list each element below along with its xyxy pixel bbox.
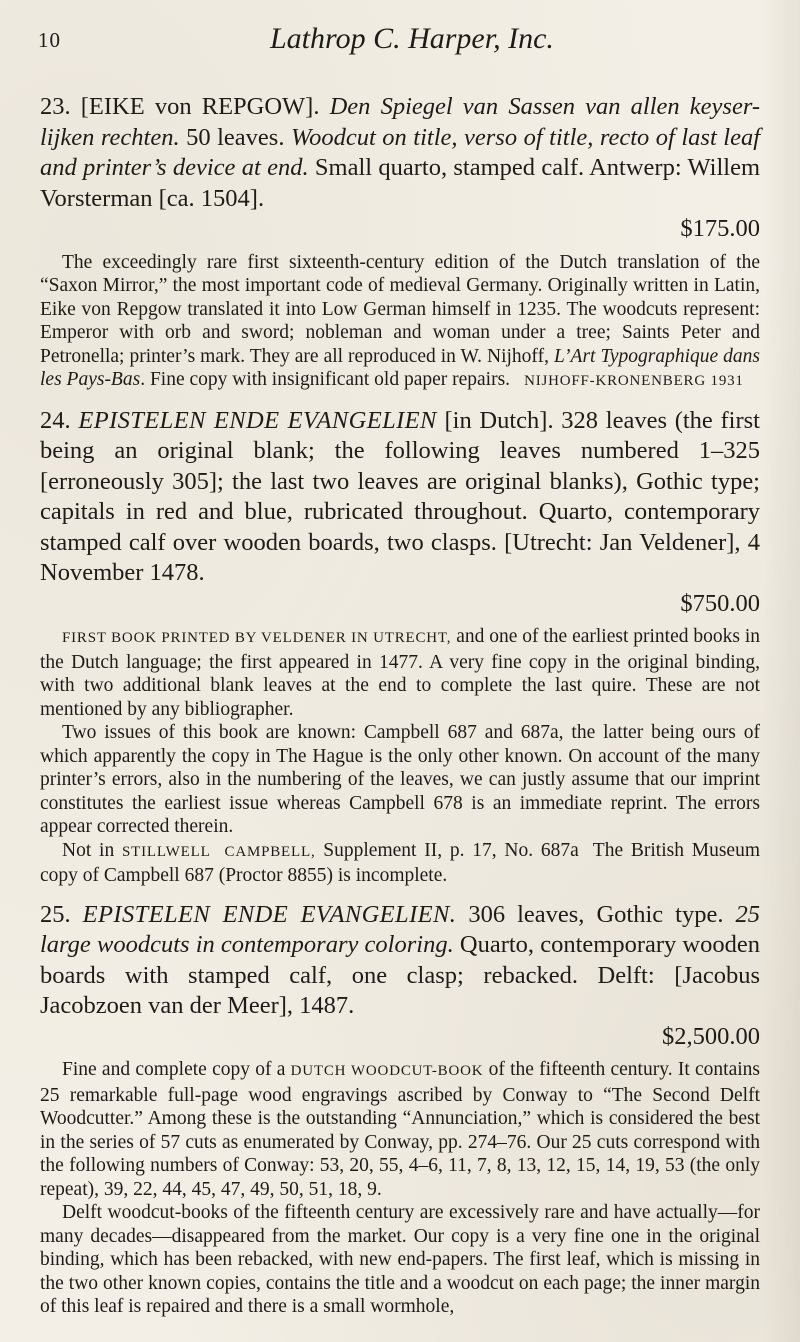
- note-text: of the fifteenth century. It contains 25 remarkable full-page wood engravings ascribed by Conway to “The Second Delft Woodcutter.” Among these is the outstanding “Annunciation,” which is considered the best in the series of 57 cuts as enumerated by Conway, pp. 274–76. Our 25 cuts correspond with the following numbers of Conway: 53, 20, 55, 4–6, 11, 7, 8, 13, 12, 15, 14, 19, 53 (the only repeat), 39, 22, 44, 45, 47, 49, 50, 51, 18, 9.: [40, 1059, 760, 1200]
- entry-price-line: [40, 214, 760, 245]
- entry-heading: [40, 92, 760, 214]
- note-paragraph: [40, 839, 760, 888]
- note-text: Fine and complete copy of a: [62, 1059, 291, 1080]
- note-paragraph: [40, 1201, 760, 1319]
- entry-price: $2,500.00: [662, 1022, 760, 1050]
- entry-number: 24.: [40, 406, 71, 434]
- catalogue-entry-23: [40, 92, 760, 394]
- bibliographic-reference: CAMPBELL,: [224, 843, 316, 860]
- page-header: [38, 22, 758, 62]
- entry-imprint: Quarto, contemporary wooden boards with stamped calf, one clasp; rebacked. Delft: [Jacobus Jacobzoen van der Meer], 1487.: [40, 931, 760, 1019]
- note-text: The exceedingly rare first sixteenth-century edition of the Dutch translation of the “Saxon Mirror,” the most important code of medieval Germany. Originally written in Latin, Eike von Repgow translated it into Low German himself in 1235. The woodcuts represent: Emperor with orb and sword; nobleman and woman under a tree; Saints Peter and Petronella; printer’s mark. They are all reproduced in W. Nijhoff,: [40, 251, 760, 367]
- entry-number: 25.: [40, 900, 71, 928]
- entry-number: 23.: [40, 93, 71, 120]
- entry-title: Den Spiegel van Sassen van allen keyser-lijken rechten.: [40, 93, 761, 151]
- entry-note: [40, 251, 760, 394]
- bibliographic-reference: STILLWELL: [121, 843, 211, 860]
- entry-heading: [40, 406, 760, 589]
- note-text: The British Museum copy of Campbell 687 (Proctor 8855) is incomplete.: [40, 839, 760, 886]
- page-number: 10: [38, 28, 61, 52]
- note-emphasis: DUTCH WOODCUT-BOOK: [290, 1063, 484, 1079]
- entry-price: $175.00: [680, 215, 760, 242]
- note-work-title: L’Art Typographique dans les Pays-Bas: [40, 345, 760, 390]
- entry-illustration: 25 large woodcuts in contemporary coloring.: [40, 900, 761, 958]
- entry-description: 50 leaves.: [186, 123, 285, 151]
- entry-price-line: [40, 589, 760, 620]
- entry-heading: [40, 900, 760, 1022]
- entry-description: 306 leaves, Gothic type.: [468, 900, 724, 928]
- entry-author: [EIKE von REPGOW].: [80, 93, 320, 120]
- catalogue-entries: [40, 92, 760, 1331]
- entry-title: EPISTELEN ENDE EVANGELIEN.: [82, 900, 457, 928]
- catalogue-entry-25: [40, 900, 760, 1319]
- note-text: Two issues of this book are known: Campbell 687 and 687a, the latter being ours of which apparently the copy in The Hague is the only other known. On account of the many printer’s errors, also in the numbering of the leaves, we can justly assume that our imprint constitutes the earliest issue whereas Campbell 678 is an immediate reprint. The errors appear corrected therein.: [40, 722, 760, 837]
- entry-price-line: [40, 1022, 760, 1053]
- note-text: Supplement II, p. 17, No. 687a: [315, 839, 579, 861]
- entry-title: EPISTELEN ENDE EVANGELIEN: [78, 406, 437, 434]
- note-paragraph: [40, 625, 760, 721]
- note-paragraph: [40, 721, 760, 839]
- note-paragraph: [40, 251, 760, 394]
- note-text: and one of the earliest printed books in the Dutch language; the first appeared in 1477. A very fine copy in the original binding, with two additional blank leaves at the end to complete the last quire. These are not mentioned by any bibliographer.: [40, 626, 760, 720]
- entry-price: $750.00: [680, 589, 760, 617]
- note-text: . Fine copy with insignificant old paper repairs.: [140, 369, 511, 390]
- note-paragraph: [40, 1058, 760, 1201]
- entry-description: [in Dutch]. 328 leaves (the first being an original blank; the following leaves numbered 1–325 [erroneously 305]; the last two leaves are original blanks), Gothic type; capitals in red and blue, rubricated throughout. Quarto, contemporary stamped calf over wooden boards, two clasps. [Utrecht: Jan Veldener], 4 November 1478.: [40, 406, 760, 586]
- note-lead: FIRST BOOK PRINTED BY VELDENER IN UTRECHT,: [62, 630, 452, 646]
- note-text: Delft woodcut-books of the fifteenth century are excessively rare and have actually—for many decades—disappeared from the market. Our copy is a very fine one in the original binding, which has been rebacked, with new end-papers. The first leaf, which is missing in the two other known copies, contains the title and a woodcut on each page; the inner margin of this leaf is repaired and there is a small wormhole,: [40, 1202, 760, 1317]
- entry-note: [40, 625, 760, 888]
- entry-illustration: Woodcut on title, verso of title, recto of last leaf and printer’s device at end.: [40, 123, 760, 181]
- bibliographic-reference: NIJHOFF-KRONENBERG 1931: [524, 373, 744, 389]
- entry-imprint: Small quarto, stamped calf. Antwerp: Willem Vorsterman [ca. 1504].: [40, 154, 761, 212]
- running-head: Lathrop C. Harper, Inc.: [270, 22, 554, 55]
- page-edge-shadow: [762, 0, 800, 1342]
- catalogue-entry-24: [40, 406, 760, 888]
- note-text: Not in: [62, 839, 122, 861]
- entry-note: [40, 1058, 760, 1319]
